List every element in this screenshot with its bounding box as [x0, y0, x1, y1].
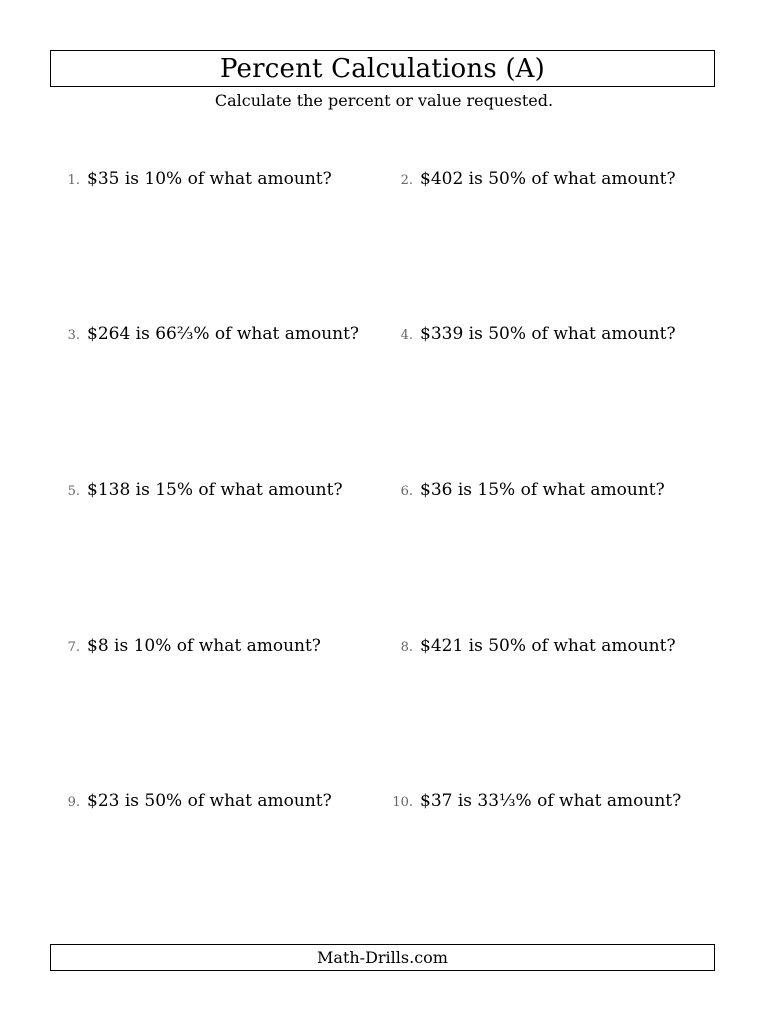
problem-4: [383, 324, 676, 344]
problem-number: 5.: [67, 484, 80, 499]
problem-question: $8 is 10% of what amount?: [87, 636, 321, 656]
problem-number: 6.: [400, 484, 413, 499]
problem-5: [50, 480, 343, 500]
problem-number: 10.: [392, 795, 413, 810]
footer-box: [50, 944, 715, 971]
problem-question: $35 is 10% of what amount?: [87, 169, 332, 189]
problem-question: $264 is 66⅔% of what amount?: [87, 324, 360, 344]
problem-question: $23 is 50% of what amount?: [87, 791, 332, 811]
problem-3: [50, 324, 359, 344]
problem-number: 1.: [67, 173, 80, 188]
problem-question: $36 is 15% of what amount?: [420, 480, 665, 500]
problem-number: 8.: [400, 640, 413, 655]
footer-text: Math-Drills.com: [317, 948, 448, 967]
problem-9: [50, 791, 332, 811]
problem-number: 3.: [67, 328, 80, 343]
problem-question: $402 is 50% of what amount?: [420, 169, 676, 189]
problem-8: [383, 636, 676, 656]
problem-number: 4.: [400, 328, 413, 343]
problem-question: $339 is 50% of what amount?: [420, 324, 676, 344]
page-title: Percent Calculations (A): [219, 53, 545, 84]
problem-question: $138 is 15% of what amount?: [87, 480, 343, 500]
problem-question: $421 is 50% of what amount?: [420, 636, 676, 656]
problem-number: 9.: [67, 795, 80, 810]
problem-2: [383, 169, 676, 189]
problem-6: [383, 480, 665, 500]
title-box: [50, 50, 715, 87]
problem-question: $37 is 33⅓% of what amount?: [420, 791, 682, 811]
problem-number: 2.: [400, 173, 413, 188]
problem-10: [383, 791, 681, 811]
instructions: Calculate the percent or value requested.: [214, 91, 554, 110]
problem-1: [50, 169, 332, 189]
problem-7: [50, 636, 321, 656]
problem-number: 7.: [67, 640, 80, 655]
